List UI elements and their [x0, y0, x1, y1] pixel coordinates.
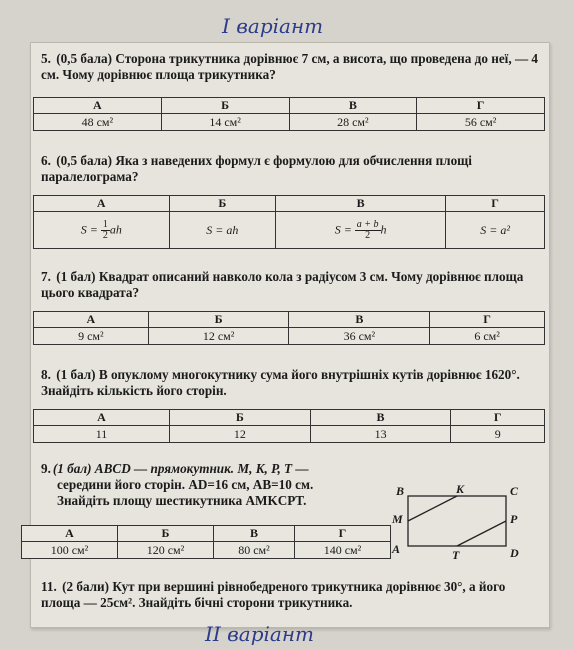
- label-k: K: [456, 482, 465, 496]
- answers-table-q5: [33, 97, 545, 131]
- question-text-line-1: (1 бал) ABCD — прямокутник. M, K, P, T —: [52, 461, 309, 476]
- answers-table-q7: [33, 311, 545, 345]
- header-a: А: [34, 196, 170, 212]
- header-b: Б: [148, 312, 289, 328]
- label-p: P: [510, 512, 518, 526]
- header-c: В: [289, 98, 417, 114]
- answer-a: S = $\frac{1}{2}$ ah: [34, 212, 170, 249]
- header-c: В: [213, 526, 294, 542]
- header-a: А: [34, 312, 149, 328]
- variant-heading-top: I варіант: [222, 14, 324, 38]
- answer-a: 48 см²: [34, 114, 162, 131]
- answer-d: 140 см²: [295, 542, 391, 559]
- answer-c: 28 см²: [289, 114, 417, 131]
- header-c: В: [310, 410, 451, 426]
- fraction: $\frac{1}{2}$: [102, 218, 108, 241]
- fraction: $\frac{a + b}{2}$: [356, 218, 379, 241]
- label-b: B: [396, 484, 405, 498]
- segment-mk: [408, 496, 457, 521]
- answer-b: 12: [169, 426, 310, 443]
- question-text: (1 бал) В опуклому многокутнику сума його внутрішніх кутів дорівнює 1620°. Знайдіть кількість його сторін.: [41, 367, 520, 398]
- header-d: Г: [295, 526, 391, 542]
- answer-b: 14 см²: [161, 114, 289, 131]
- question-5: [41, 51, 543, 83]
- label-t: T: [452, 548, 460, 562]
- answer-b: 12 см²: [148, 328, 289, 345]
- segment-pt: [457, 521, 506, 546]
- question-text: (0,5 бала) Яка з наведених формул є формулою для обчислення площі паралелограма?: [41, 153, 472, 184]
- question-6: [41, 153, 543, 185]
- label-c: C: [510, 484, 519, 498]
- header-c: В: [289, 312, 430, 328]
- question-number: 7.: [41, 269, 51, 284]
- header-c: В: [276, 196, 446, 212]
- answers-table-q9: [21, 525, 391, 559]
- header-d: Г: [451, 410, 545, 426]
- question-number: 8.: [41, 367, 51, 382]
- answers-table-q6: [33, 195, 545, 249]
- header-b: Б: [169, 410, 310, 426]
- question-8: [41, 367, 543, 399]
- variant-heading-bottom: II варіант: [205, 622, 314, 646]
- header-d: Г: [430, 312, 545, 328]
- answer-d: 9: [451, 426, 545, 443]
- answer-d: S = a²: [446, 212, 545, 249]
- question-text: (2 бали) Кут при вершині рівнобедреного трикутника дорівнює 30°, а його площа — 25см². Знайдіть бічні сторони трикутника.: [41, 579, 506, 610]
- answer-c: 80 см²: [213, 542, 294, 559]
- question-number: 9.: [41, 461, 51, 476]
- answers-table-q8: [33, 409, 545, 443]
- question-text-line-3: Знайдіть площу шестикутника AMKCPT.: [57, 493, 307, 508]
- header-d: Г: [446, 196, 545, 212]
- question-number: 6.: [41, 153, 51, 168]
- answer-a: 9 см²: [34, 328, 149, 345]
- answer-d: 56 см²: [417, 114, 545, 131]
- label-d: D: [510, 546, 519, 560]
- answer-a: 11: [34, 426, 170, 443]
- label-a: A: [392, 542, 401, 556]
- label-m: M: [392, 512, 403, 526]
- question-9: [41, 461, 399, 509]
- header-a: А: [34, 410, 170, 426]
- question-7: [41, 269, 543, 301]
- answer-b: 120 см²: [117, 542, 213, 559]
- answer-a: 100 см²: [22, 542, 118, 559]
- header-d: Г: [417, 98, 545, 114]
- question-number: 5.: [41, 51, 51, 66]
- question-text-line-2: середини його сторін. AD=16 см, AB=10 см.: [57, 477, 314, 492]
- question-11: [41, 579, 543, 611]
- answer-c: 13: [310, 426, 451, 443]
- header-a: А: [22, 526, 118, 542]
- question-text: (1 бал) Квадрат описаний навколо кола з радіусом 3 см. Чому дорівнює площа цього квадрата?: [41, 269, 524, 300]
- answer-b: S = ah: [169, 212, 276, 249]
- answer-c: S = $\frac{a + b}{2}$ h: [276, 212, 446, 249]
- question-text: (0,5 бала) Сторона трикутника дорівнює 7 см, а висота, що проведена до неї, — 4 см. Чому дорівнює площа трикутника?: [41, 51, 539, 82]
- rectangle-figure: [390, 446, 520, 566]
- header-b: Б: [161, 98, 289, 114]
- header-b: Б: [169, 196, 276, 212]
- header-a: А: [34, 98, 162, 114]
- answer-c: 36 см²: [289, 328, 430, 345]
- header-b: Б: [117, 526, 213, 542]
- rectangle-abcd: [408, 496, 506, 546]
- answer-d: 6 см²: [430, 328, 545, 345]
- question-number: 11.: [41, 579, 57, 594]
